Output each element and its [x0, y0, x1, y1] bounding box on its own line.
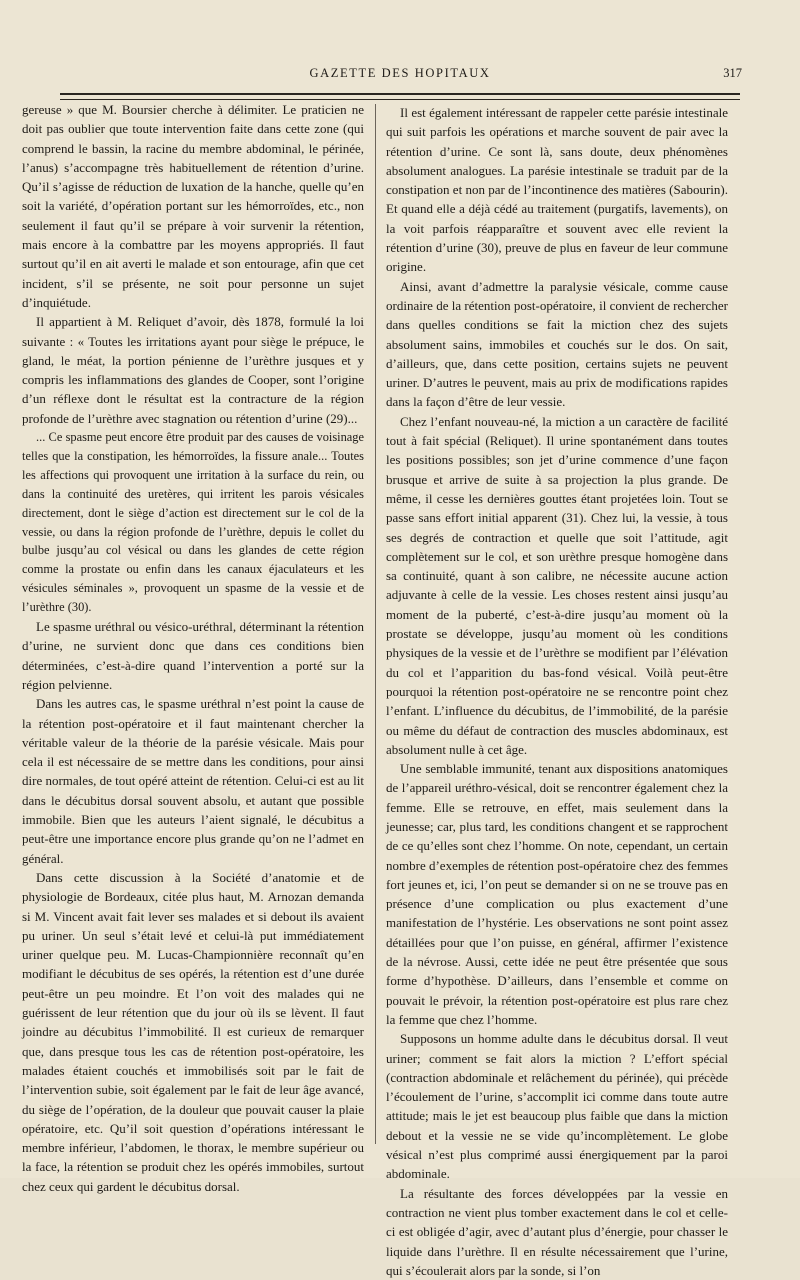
- header-rule-thick: [60, 93, 740, 95]
- page-header: [0, 66, 800, 86]
- column-divider: [375, 104, 376, 1144]
- left-column: [22, 100, 364, 1196]
- paragraph: Il est également intéressant de rappeler cette parésie intestinale qui suit parfois les opérations et marche souvent de pair avec la rétention d’urine. Ce sont là, sans doute, deux phénomènes absolument analogues. La parésie intestinale se traduit par de la constipation et non par de l’incontinence des matières (Sabourin). Et quand elle a déjà cédé au traitement (purgatifs, lavements), on la voit parfois réapparaître et souvent avec elle revient la rétention d’urine (30), preuve de plus en faveur de leur commune origine.: [386, 105, 728, 275]
- paragraph: gereuse » que M. Boursier cherche à délimiter. Le praticien ne doit pas oublier que toute intervention faite dans cette zone (qui comprend le bassin, la racine du membre abdominal, le périnée, l’anus) s’accompagne très habituellement de rétention d’urine. Qu’il s’agisse de réduction de luxation de la hanche, quelle qu’en soit la variété, d’opération portant sur les hémorroïdes, etc., non seulement il faut qu’il se prépare à voir survenir la rétention, mais encore à la combattre par les moyens appropriés. Il faut surtout qu’il en ait averti le malade et son entourage, afin que cet incident, s’il se présente, ne soit pour personne un sujet d’inquiétude.: [22, 102, 364, 310]
- paragraph: Dans les autres cas, le spasme uréthral n’est point la cause de la rétention post-opératoire et il faut maintenant chercher la véritable valeur de la théorie de la parésie vésicale. Mais pour cela il est nécessaire de se mettre dans les conditions, pour ainsi dire normales, de tout opéré atteint de rétention. Celui-ci est au lit dans le décubitus dorsal souvent absolu, et autant que possible immobile. Bien que les auteurs l’aient signalé, le décubitus a peut-être une importance encore plus grande qu’on ne l’admet en général.: [22, 696, 364, 866]
- paragraph: Dans cette discussion à la Société d’anatomie et de physiologie de Bordeaux, citée plus haut, M. Arnozan demanda si M. Vincent avait fait lever ses malades et si debout ils avaient pu uriner. Un seul s’était levé et celui-là put immédiatement uriner quelque peu. M. Lucas-Championnière reconnaît qu’en modifiant le décubitus de ses opérés, la rétention est d’une durée peut-être un peu moindre. Et l’on voit des malades qui ne guérissent de leur rétention que du jour où ils se lèvent. Il faut joindre au décubitus l’immobilité. Il est curieux de remarquer que, dans presque tous les cas de rétention post-opératoire, les malades étaient couchés et immobilisés soit par le fait de l’intervention subie, soit également par le fait de leur âge avancé, du siège de l’opération, de la douleur que pouvait causer la plaie opératoire, etc. Qu’il soit question d’opérations intéressant le membre inférieur, l’abdomen, le thorax, le membre supérieur ou la face, la rétention se produit chez les opérés immobiles, surtout chez ceux qui gardent le décubitus dorsal.: [22, 869, 364, 1194]
- paragraph: ... Ce spasme peut encore être produit par des causes de voisinage telles que la constipation, les hémorroïdes, la fissure anale... Toutes les affections qui provoquent une irritation à la surface du rein, ou dans la continuité des uretères, qui irritent les parois vésicales directement, dont le siège d’action est directement sur le col de la vessie, ou dans la région profonde de l’urèthre, depuis le collet du bulbe jusqu’au col vésical ou dans les glandes de cette région comme la prostate ou enfin dans les canaux éjaculateurs et les vésicules séminales », provoquent un spasme de la vessie et de l’urèthre (30).: [22, 430, 364, 615]
- page-number: 317: [723, 66, 742, 80]
- paragraph: Le spasme uréthral ou vésico-uréthral, déterminant la rétention d’urine, ne survient donc que dans ces conditions bien déterminées, c’est-à-dire quand l’intervention a porté sur la région pelvienne.: [22, 619, 364, 692]
- paragraph: Supposons un homme adulte dans le décubitus dorsal. Il veut uriner; comment se fait alors la miction ? L’effort spécial (contraction abdominale et relâchement du périnée), qui précède l’écoulement de l’urine, s’accomplit ici comme dans toute autre attitude; mais le jet est beaucoup plus faible que dans la miction debout et la vessie ne se vide qu’incomplètement. Le globe vésical n’est plus comprimé aussi énergiquement par la paroi abdominale.: [386, 1031, 728, 1182]
- journal-title: GAZETTE DES HOPITAUX: [309, 66, 491, 80]
- paragraph: Une semblable immunité, tenant aux dispositions anatomiques de l’appareil uréthro-vésical, doit se rencontrer également chez la femme. Elle se retrouve, en effet, mais seulement dans la jeunesse; car, plus tard, les conditions changent et se rapprochent de ce qu’elles sont chez l’homme. On note, cependant, un certain nombre d’exemples de rétention post-opératoire chez des femmes fort jeunes et, ici, l’on peut se demander si on ne se trouve pas en présence d’une complication ou plus exactement d’une manifestation de l’hystérie. Les observations ne sont point assez détaillées pour que l’on puisse, en général, affirmer l’existence de la névrose. Aussi, cette idée ne peut être présentée que sous forme d’hypothèse. D’ailleurs, dans l’ensemble et comme on pouvait le prévoir, la rétention post-opératoire est plus rare chez la femme que chez l’homme.: [386, 761, 728, 1027]
- paragraph: Ainsi, avant d’admettre la paralysie vésicale, comme cause ordinaire de la rétention post-opératoire, il convient de rechercher dans quelles conditions se fait la miction chez des sujets absolument sains, immobiles et couchés sur le dos. On sait, d’ailleurs, que, dans cette position, certains sujets ne peuvent uriner. D’autres le peuvent, mais au prix de modifications rapides dans la façon d’être de leur vessie.: [386, 278, 728, 410]
- paragraph: Il appartient à M. Reliquet d’avoir, dès 1878, formulé la loi suivante : « Toutes les irritations ayant pour siège le prépuce, le gland, le méat, la portion pénienne de l’urèthre jusques et y compris les inflammations des glandes de Cooper, sont l’origine d’un réflexe dont le résultat est la contracture de la région profonde de l’urèthre avec stagnation ou rétention d’urine (29)...: [22, 314, 364, 426]
- paragraph: La résultante des forces développées par la vessie en contraction ne vient plus tomber exactement dans le col et celle-ci est obligée d’agir, avec d’autant plus d’énergie, pour chasser le liquide dans l’urèthre. Il en résulte nécessairement que l’urine, qui s’écoulerait alors par la sonde, si l’on: [386, 1185, 728, 1278]
- right-column: [386, 103, 728, 1280]
- paragraph: Chez l’enfant nouveau-né, la miction a un caractère de facilité tout à fait spécial (Reliquet). Il urine spontanément dans toutes les positions possibles; son jet d’urine commence d’une façon brusque et arrive de suite à sa projection la plus grande. De même, il cesse les dernières gouttes étant projetées loin. Tout se passe sans effort initial apparent (31). Chez lui, la vessie, à tous ses degrés de contraction et quelle que soit l’attitude, agit complètement sur le col, et son urèthre presque homogène dans sa continuité, quant à son calibre, ne nécessite aucune action adjuvante à celle de la vessie. Les choses restent ainsi jusqu’au moment de la puberté, c’est-à-dire jusqu’au moment où la prostate se développe, jusqu’au moment où les conditions physiques de la vessie et de l’urèthre se modifient par l’élévation du col et l’apparition du bas-fond vésical. Voilà peut-être pourquoi la rétention post-opératoire ne se rencontre point chez l’enfant. L’influence du décubitus, de l’immobilité, de la parésie ou même du défaut de contraction des muscles abdominaux, est absolument nulle à cet âge.: [386, 413, 728, 757]
